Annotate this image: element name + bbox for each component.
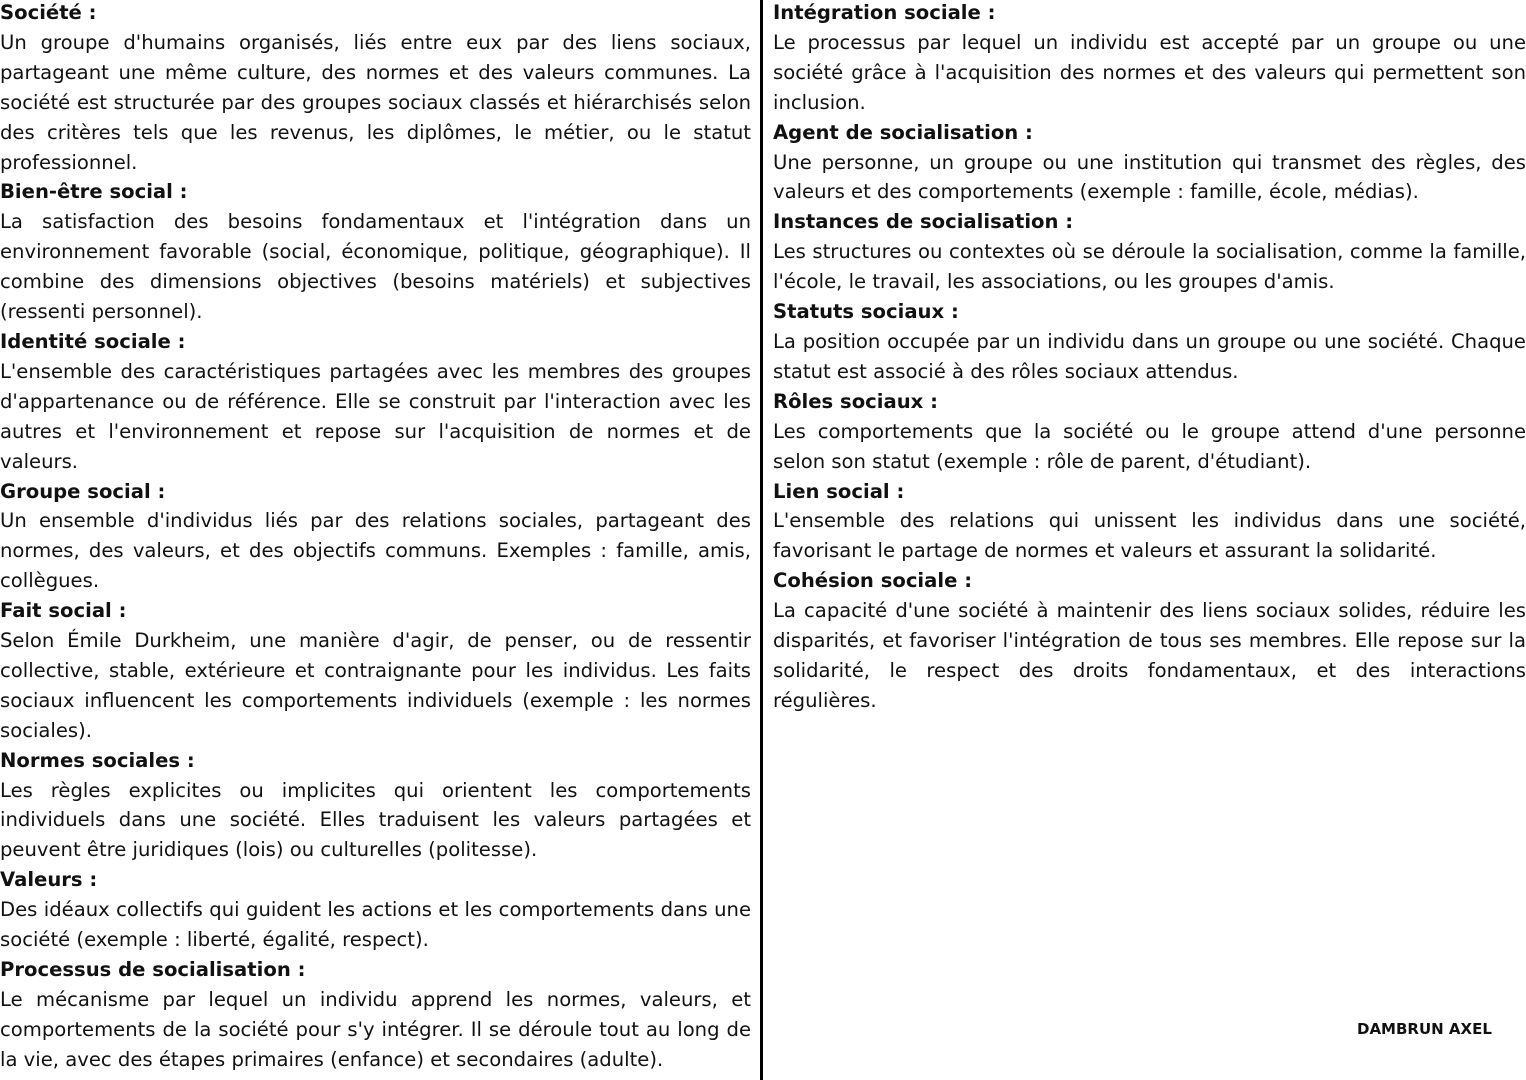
term-definition: Une personne, un groupe ou une institution qui transmet des règles, des valeurs et des comportements (exemple : famille, école, médias). xyxy=(773,150,1526,204)
term-heading: Cohésion sociale : xyxy=(773,569,973,593)
term-heading: Intégration sociale : xyxy=(773,1,996,24)
term-heading: Groupe social : xyxy=(0,479,166,503)
term-definition: La satisfaction des besoins fondamentaux et l'intégration dans un environnement favorable (social, économique, politique, géographique). Il combine des dimensions objectives (besoins matériels) et subjectives (ressenti personnel). xyxy=(0,210,751,324)
term-heading: Statuts sociaux : xyxy=(773,300,959,324)
term-definition: L'ensemble des caractéristiques partagées avec les membres des groupes d'appartenance ou de référence. Elle se construit par l'interaction avec les autres et l'environnement et repose sur l'acquisition de normes et de valeurs. xyxy=(0,359,751,473)
definition-entry xyxy=(0,177,751,327)
definition-entry xyxy=(0,955,751,1075)
term-heading: Identité sociale : xyxy=(0,329,186,353)
term-definition: L'ensemble des relations qui unissent les individus dans une société, favorisant le partage de normes et valeurs et assurant la solidarité. xyxy=(773,509,1526,563)
definition-entry xyxy=(0,865,751,955)
right-column xyxy=(773,0,1526,716)
definition-entry xyxy=(773,0,1526,118)
term-heading: Rôles sociaux : xyxy=(773,389,938,413)
definition-entry xyxy=(773,207,1526,297)
term-definition: La capacité d'une société à maintenir des liens sociaux solides, réduire les disparités, et favoriser l'intégration de tous ses membres. Elle repose sur la solidarité, le respect des droits fondamentaux, et des interactions régulières. xyxy=(773,599,1526,712)
author-name: DAMBRUN AXEL xyxy=(1357,1020,1492,1038)
term-definition: Les structures ou contextes où se déroule la socialisation, comme la famille, l'école, le travail, les associations, ou les groupes d'amis. xyxy=(773,240,1526,294)
term-definition: Un groupe d'humains organisés, liés entre eux par des liens sociaux, partageant une même culture, des normes et des valeurs communes. La société est structurée par des groupes sociaux classés et hiérarchisés selon des critères tels que les revenus, les diplômes, le métier, ou le statut professionnel. xyxy=(0,30,751,174)
term-definition: Le mécanisme par lequel un individu apprend les normes, valeurs, et comportements de la société pour s'y intégrer. Il se déroule tout au long de la vie, avec des étapes primaires (enfance) et secondaires (adulte). xyxy=(0,987,751,1071)
term-heading: Lien social : xyxy=(773,479,905,503)
term-heading: Valeurs : xyxy=(0,868,98,892)
definition-entry xyxy=(773,387,1526,477)
term-heading: Processus de socialisation : xyxy=(0,958,306,981)
definition-entry xyxy=(0,477,751,597)
definition-entry xyxy=(0,746,751,866)
term-heading: Société : xyxy=(0,1,97,24)
definition-entry xyxy=(0,0,751,177)
term-definition: Selon Émile Durkheim, une manière d'agir, de penser, ou de ressentir collective, stable, extérieure et contraignante pour les individus. Les faits sociaux influencent les comportements individuels (exemple : les normes sociales). xyxy=(0,629,751,742)
term-definition: Le processus par lequel un individu est accepté par un groupe ou une société grâce à l'acquisition des normes et des valeurs qui permettent son inclusion. xyxy=(773,30,1526,114)
term-definition: Des idéaux collectifs qui guident les actions et les comportements dans une société (exemple : liberté, égalité, respect). xyxy=(0,898,751,952)
term-heading: Instances de socialisation : xyxy=(773,210,1074,234)
left-column xyxy=(0,0,751,1075)
definition-entry xyxy=(773,297,1526,387)
term-heading: Fait social : xyxy=(0,599,127,623)
term-heading: Bien-être social : xyxy=(0,180,188,204)
definition-entry xyxy=(773,118,1526,208)
column-divider xyxy=(760,0,763,1080)
definition-entry xyxy=(773,566,1526,716)
term-definition: La position occupée par un individu dans un groupe ou une société. Chaque statut est associé à des rôles sociaux attendus. xyxy=(773,329,1526,383)
term-definition: Les règles explicites ou implicites qui orientent les comportements individuels dans une société. Elles traduisent les valeurs partagées et peuvent être juridiques (lois) ou culturelles (politesse). xyxy=(0,778,751,862)
term-heading: Agent de socialisation : xyxy=(773,120,1033,144)
definition-entry xyxy=(0,327,751,477)
term-definition: Un ensemble d'individus liés par des relations sociales, partageant des normes, des valeurs, et des objectifs communs. Exemples : famille, amis, collègues. xyxy=(0,509,751,593)
definition-entry xyxy=(773,477,1526,567)
term-heading: Normes sociales : xyxy=(0,748,195,772)
term-definition: Les comportements que la société ou le groupe attend d'une personne selon son statut (exemple : rôle de parent, d'étudiant). xyxy=(773,419,1526,473)
definition-entry xyxy=(0,596,751,746)
